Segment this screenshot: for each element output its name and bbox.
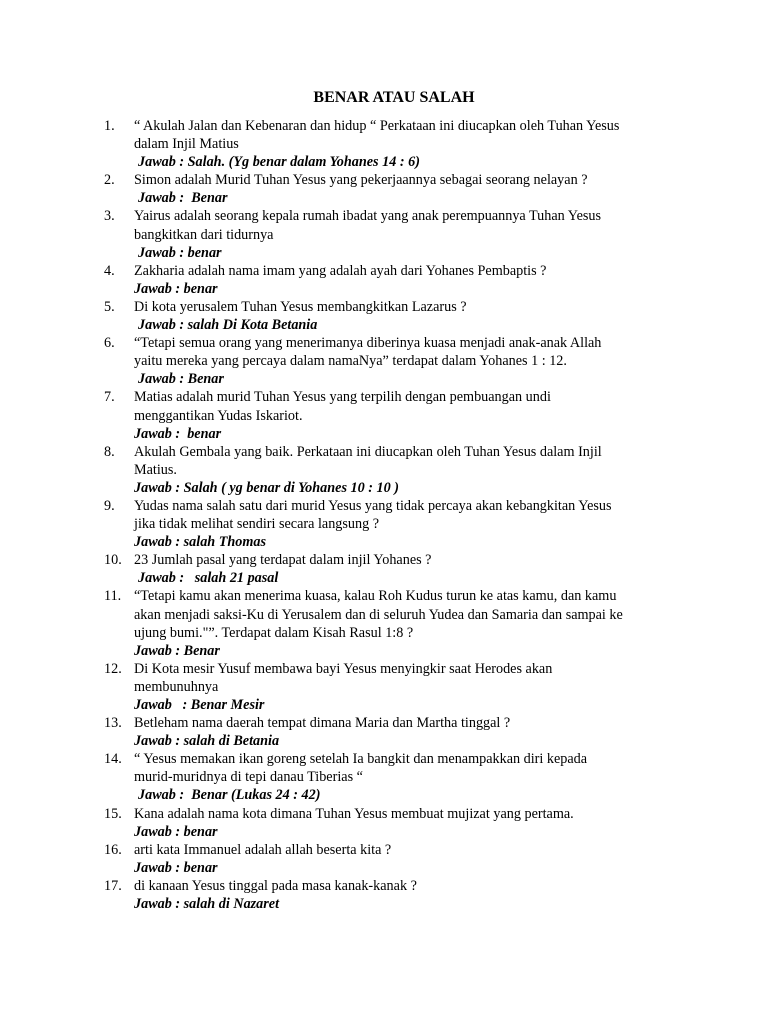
list-item: [0, 587, 768, 659]
question-text-line: membunuhnya: [134, 678, 219, 695]
question-text-line: akan menjadi saksi-Ku di Yerusalem dan di seluruh Yudea dan Samaria dan sampai ke: [134, 606, 623, 623]
answer-text: Jawab : benar: [134, 280, 218, 297]
question-text-line: menggantikan Yudas Iskariot.: [134, 407, 303, 424]
list-item: [0, 551, 768, 587]
question-number: 5.: [104, 298, 115, 315]
answer-text: Jawab : salah di Nazaret: [134, 896, 280, 913]
question: [0, 207, 768, 243]
question-number: 17.: [104, 877, 122, 894]
list-item: [0, 207, 768, 261]
list-item: [0, 714, 768, 750]
question-text-line: 23 Jumlah pasal yang terdapat dalam injil Yohanes ?: [134, 552, 432, 569]
answer-text: Jawab : Salah ( yg benar di Yohanes 10 : 10 ): [134, 479, 399, 496]
list-item: [0, 750, 768, 804]
list-item: [0, 117, 768, 171]
list-item: [0, 841, 768, 877]
list-item: [0, 660, 768, 714]
question-number: 1.: [104, 118, 115, 134]
question: [0, 660, 768, 696]
list-item: [0, 298, 768, 334]
question-number: 7.: [104, 389, 115, 406]
question-number: 6.: [104, 335, 115, 352]
question: [0, 714, 768, 732]
question: [0, 262, 768, 280]
question-text-line: murid-muridnya di tepi danau Tiberias “: [134, 769, 363, 786]
answer-text: Jawab : Salah. (Yg benar dalam Yohanes 14 : 6): [138, 154, 420, 171]
answer-text: Jawab : Benar Mesir: [134, 697, 265, 713]
question-number: 10.: [104, 552, 122, 569]
answer-text: Jawab : Benar: [134, 642, 220, 659]
answer-text: Jawab : salah di Betania: [134, 733, 280, 750]
question-text-line: Yudas nama salah satu dari murid Yesus yang tidak percaya akan kebangkitan Yesus: [134, 497, 612, 514]
question-text-line: Simon adalah Murid Tuhan Yesus yang pekerjaannya sebagai seorang nelayan ?: [134, 172, 588, 189]
question-text-line: Yairus adalah seorang kepala rumah ibadat yang anak perempuannya Tuhan Yesus: [134, 208, 602, 225]
answer-text: Jawab : Benar: [138, 371, 224, 388]
list-item: [0, 388, 768, 442]
question: [0, 497, 768, 533]
list-item: [0, 262, 768, 298]
question: [0, 587, 768, 641]
question: [0, 750, 768, 786]
question-number: 13.: [104, 715, 122, 732]
question-text-line: “ Yesus memakan ikan goreng setelah Ia bangkit dan menampakkan diri kepada: [134, 751, 588, 768]
question-text-line: di kanaan Yesus tinggal pada masa kanak-kanak ?: [134, 877, 417, 894]
question-list: [0, 117, 768, 913]
question-text-line: ujung bumi."”. Terdapat dalam Kisah Rasul 1:8 ?: [134, 624, 414, 641]
answer-text: Jawab : salah 21 pasal: [138, 570, 279, 587]
question-number: 2.: [104, 172, 115, 189]
question-text-line: Matias adalah murid Tuhan Yesus yang terpilih dengan pembuangan undi: [134, 389, 551, 406]
question-text-line: dalam Injil Matius: [134, 136, 239, 153]
question-text-line: Di kota yerusalem Tuhan Yesus membangkitkan Lazarus ?: [134, 298, 467, 315]
answer-text: Jawab : Benar (Lukas 24 : 42): [138, 787, 321, 804]
question-number: 11.: [104, 588, 122, 605]
question: [0, 298, 768, 316]
question-number: 12.: [104, 660, 122, 677]
list-item: [0, 805, 768, 841]
question: [0, 117, 768, 153]
question-text-line: jika tidak melihat sendiri secara langsung ?: [134, 516, 380, 533]
list-item: [0, 443, 768, 497]
list-item: [0, 497, 768, 551]
question: [0, 841, 768, 859]
question: [0, 551, 768, 569]
list-item: [0, 171, 768, 207]
question-number: 14.: [104, 751, 122, 768]
question: [0, 877, 768, 895]
question-number: 15.: [104, 805, 122, 822]
answer-text: Jawab : salah Di Kota Betania: [138, 317, 318, 334]
question-number: 3.: [104, 208, 115, 225]
question-text-line: Akulah Gembala yang baik. Perkataan ini diucapkan oleh Tuhan Yesus dalam Injil: [134, 443, 602, 460]
answer-text: Jawab : benar: [134, 859, 218, 876]
answer-text: Jawab : benar: [138, 244, 222, 261]
question-text-line: Matius.: [134, 461, 177, 478]
question: [0, 443, 768, 479]
answer-text: Jawab : salah Thomas: [134, 534, 267, 551]
question-text-line: “Tetapi kamu akan menerima kuasa, kalau Roh Kudus turun ke atas kamu, dan kamu: [134, 588, 617, 605]
question-text-line: bangkitkan dari tidurnya: [134, 226, 274, 243]
question-text-line: Kana adalah nama kota dimana Tuhan Yesus membuat mujizat yang pertama.: [134, 805, 574, 822]
question-text-line: Zakharia adalah nama imam yang adalah ayah dari Yohanes Pembaptis ?: [134, 262, 547, 279]
list-item: [0, 334, 768, 388]
question: [0, 334, 768, 370]
answer-text: Jawab : benar: [134, 425, 222, 442]
list-item: [0, 877, 768, 913]
question-text-line: Di Kota mesir Yusuf membawa bayi Yesus menyingkir saat Herodes akan: [134, 660, 553, 677]
question-number: 4.: [104, 262, 115, 279]
answer-text: Jawab : Benar: [138, 190, 228, 207]
question: [0, 805, 768, 823]
question-text-line: “ Akulah Jalan dan Kebenaran dan hidup “ Perkataan ini diucapkan oleh Tuhan Yesus: [134, 118, 620, 134]
question-number: 16.: [104, 841, 122, 858]
question-text-line: Betleham nama daerah tempat dimana Maria dan Martha tinggal ?: [134, 715, 511, 732]
question: [0, 171, 768, 189]
answer-text: Jawab : benar: [134, 823, 218, 840]
question-text-line: arti kata Immanuel adalah allah beserta kita ?: [134, 841, 392, 858]
question-number: 8.: [104, 443, 115, 460]
question: [0, 388, 768, 424]
document-title: BENAR ATAU SALAH: [313, 89, 475, 106]
question-number: 9.: [104, 497, 115, 514]
question-text-line: yaitu mereka yang percaya dalam namaNya” terdapat dalam Yohanes 1 : 12.: [134, 353, 567, 370]
question-text-line: “Tetapi semua orang yang menerimanya diberinya kuasa menjadi anak-anak Allah: [134, 335, 602, 352]
